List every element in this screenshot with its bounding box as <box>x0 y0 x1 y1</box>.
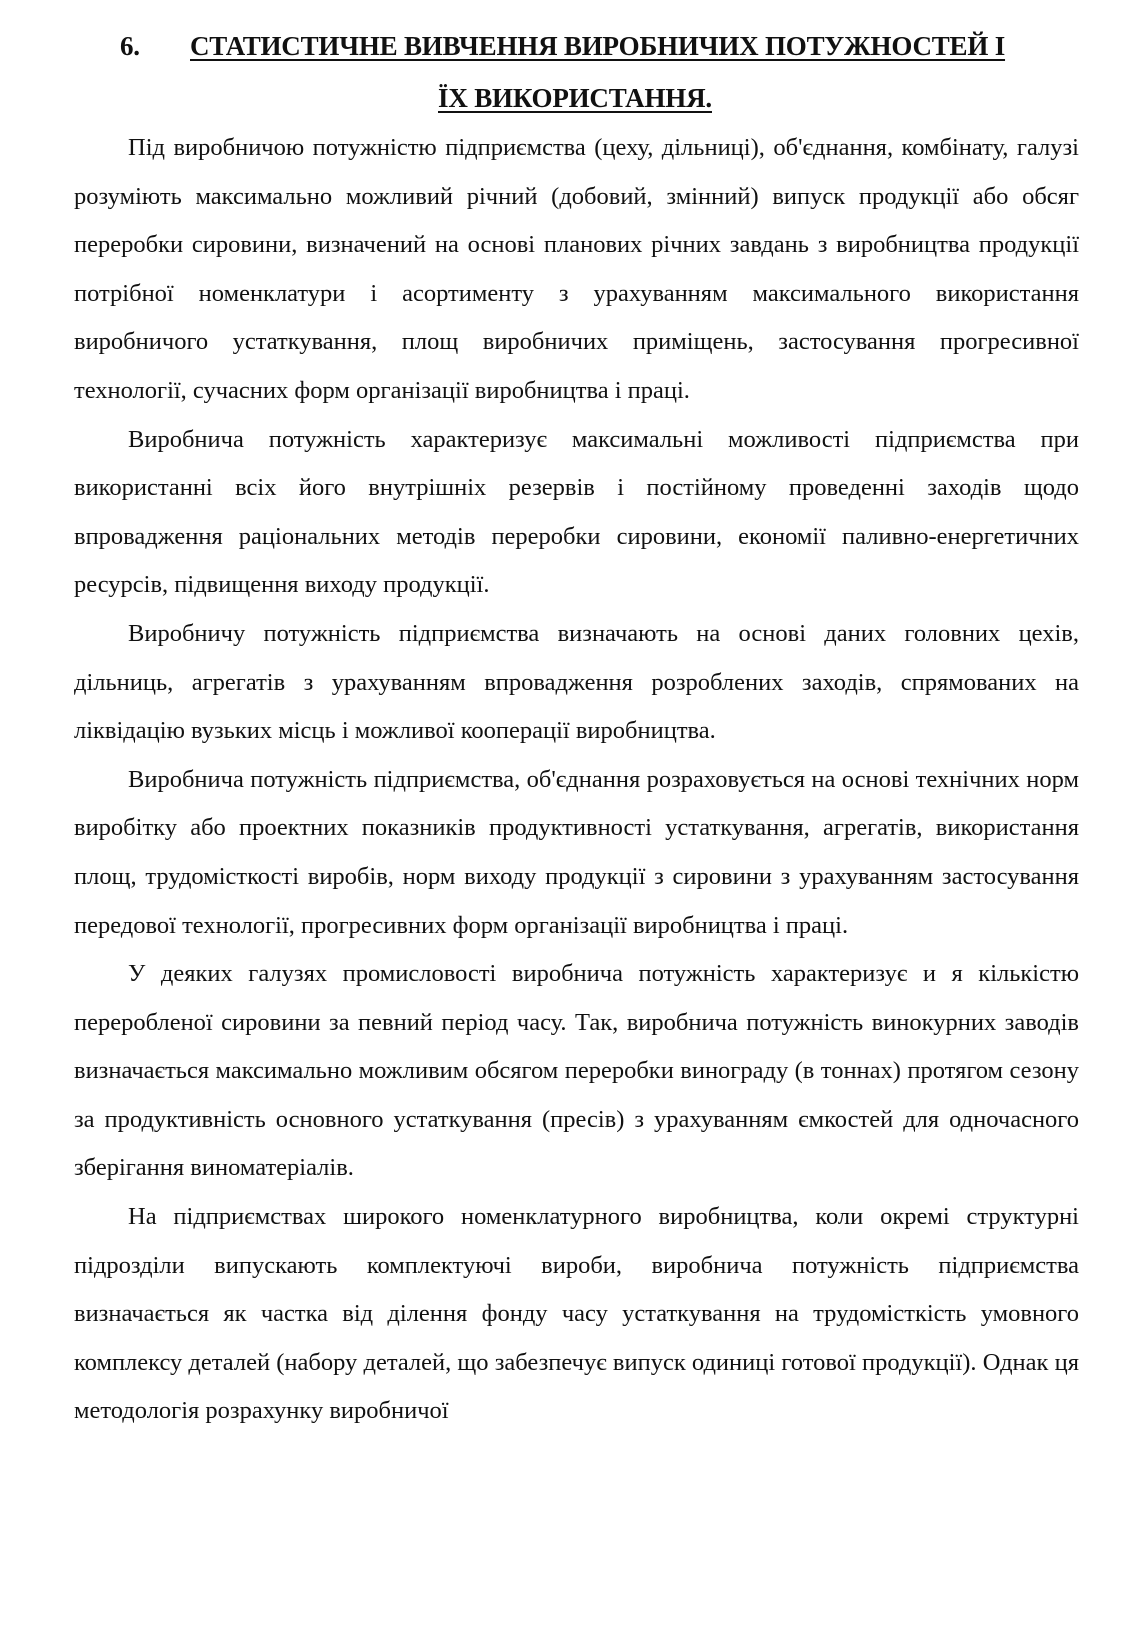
paragraph: Виробничу потужність підприємства визначають на основі даних головних цехів, дільниць, агрегатів з урахуванням впровадження розроблених заходів, спрямованих на ліквідацію вузьких місць і можливої кооперації виробництва. <box>74 619 1079 745</box>
section-title-part-1: СТАТИСТИЧНЕ ВИВЧЕННЯ ВИРОБНИЧИХ ПОТУЖНОСТЕЙ І <box>190 31 1006 61</box>
paragraph: Виробнича потужність підприємства, об'єднання розраховується на основі технічних норм виробітку або проектних показників продуктивності устаткування, агрегатів, використання площ, трудомісткості виробів, норм виходу продукції з сировини з урахуванням застосування передової технології, прогресивних форм організації виробництва і праці. <box>74 765 1079 939</box>
section-number: 6. <box>120 31 140 61</box>
section-heading-line-2 <box>195 72 955 124</box>
body-text <box>74 124 1079 1436</box>
paragraph: Під виробничою потужністю підприємства (цеху, дільниці), об'єднання, комбінату, галузі розуміють максимально можливий річний (добовий, змінний) випуск продукції або обсяг переробки сировини, визначений на основі планових річних завдань з виробництва продукції потрібної номенклатури і асортименту з урахуванням максимального використання виробничого устаткування, площ виробничих приміщень, застосування прогресивної технології, сучасних форм організації виробництва і праці. <box>74 134 1079 404</box>
section-title-part-2: ЇХ ВИКОРИСТАННЯ. <box>438 83 712 113</box>
section-heading <box>120 20 1080 124</box>
paragraph: На підприємствах широкого номенклатурного виробництва, коли окремі структурні підрозділи випускають комплектуючі вироби, виробнича потужність підприємства визначається як частка від ділення фонду часу устаткування на трудомісткість умовного комплексу деталей (набору деталей, що забезпечує випуск одиниці готової продукції). Однак ця методологія розрахунку виробничої <box>74 1203 1079 1425</box>
section-heading-line-1 <box>120 20 1080 72</box>
paragraph: Виробнича потужність характеризує максимальні можливості підприємства при використанні всіх його внутрішніх резервів і постійному проведенні заходів щодо впровадження раціональних методів переробки сировини, економії паливно-енергетичних ресурсів, підвищення виходу продукції. <box>74 425 1079 599</box>
paragraph: У деяких галузях промисловості виробнича потужність характеризує и я кількістю переробленої сировини за певний період часу. Так, виробнича потужність винокурних заводів визначається максимально можливим обсягом переробки винограду (в тоннах) протягом сезону за продуктивність основного устаткування (пресів) з урахуванням ємкостей для одночасного зберігання виноматеріалів. <box>74 960 1079 1182</box>
